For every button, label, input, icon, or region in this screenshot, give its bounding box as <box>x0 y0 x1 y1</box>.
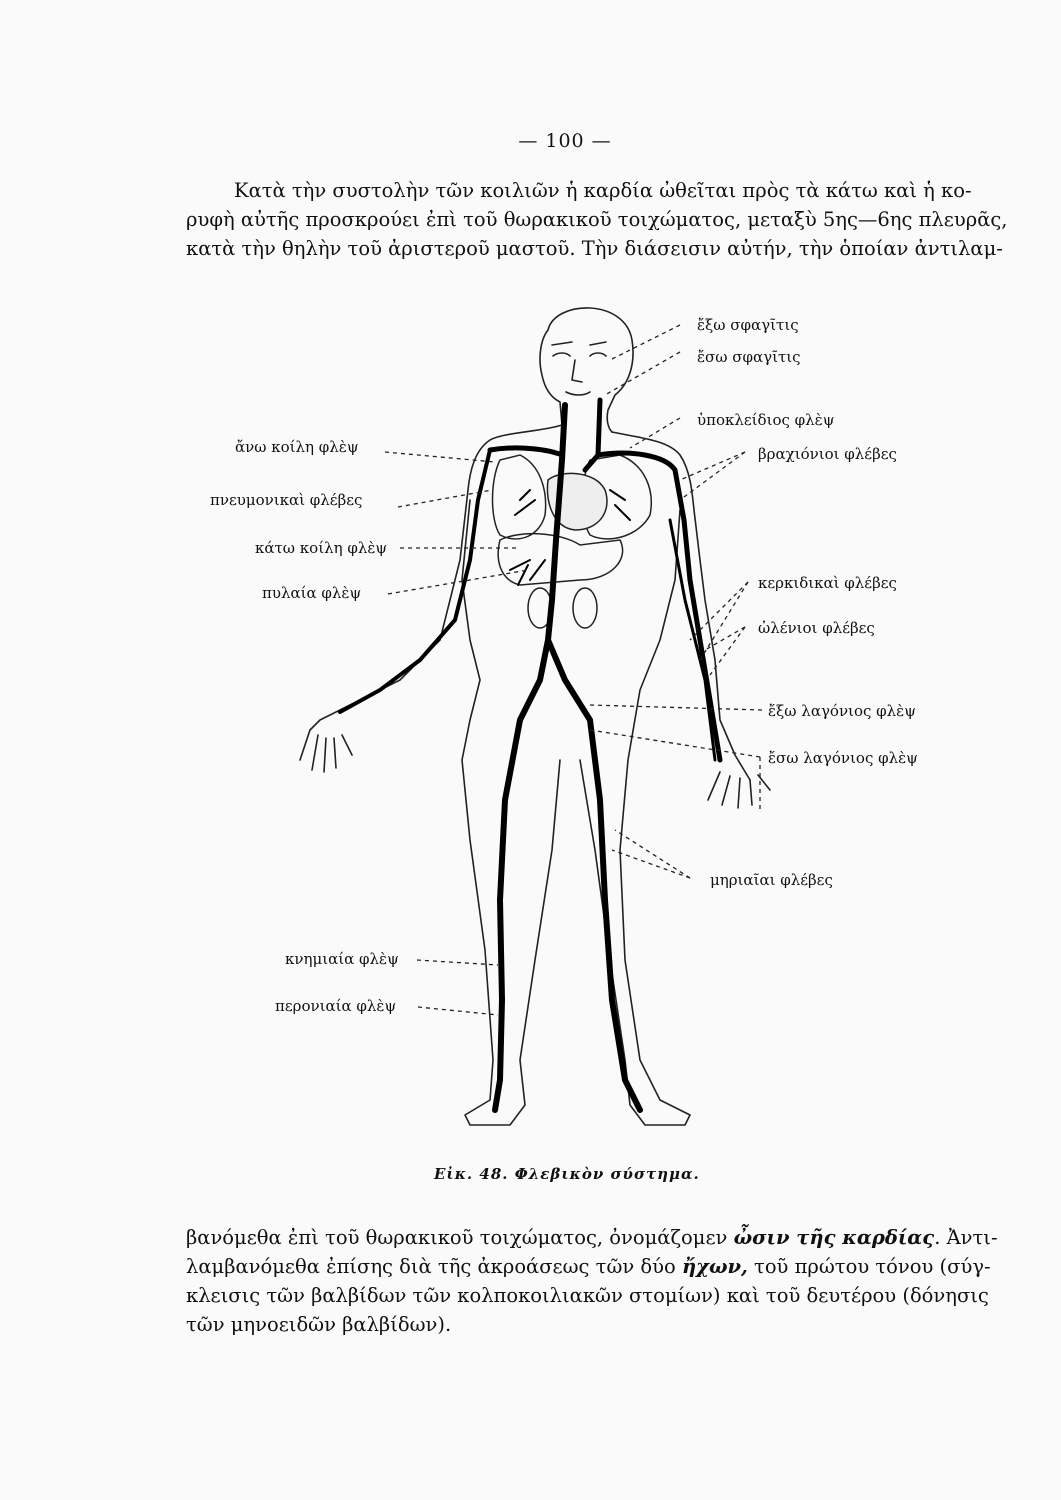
label-exo-sfagitis: ἔξω σφαγῖτις <box>697 316 799 334</box>
label-ypokleidios: ὑποκλείδιος φλὲψ <box>697 411 835 429</box>
text-line: κατὰ τὴν θηλὴν τοῦ ἀριστεροῦ μαστοῦ. Τὴν διάσεισιν αὐτήν, τὴν ὁποίαν ἀντιλαμ- <box>186 237 1003 260</box>
heart-lungs <box>493 455 652 628</box>
page-number: — 100 — <box>518 130 612 152</box>
emphasis-term: ὦσιν τῆς καρδίας <box>733 1226 935 1249</box>
label-pneumonikai: πνευμονικαὶ φλέβες <box>210 491 363 509</box>
text-run: . Ἀντι- <box>934 1226 998 1249</box>
labels-right <box>697 316 918 889</box>
label-kato-koili: κάτω κοίλη φλὲψ <box>255 539 388 557</box>
label-miriaiai: μηριαῖαι φλέβες <box>710 871 833 889</box>
label-eso-lagonios: ἔσω λαγόνιος φλὲψ <box>768 749 918 767</box>
text-line <box>186 1223 998 1252</box>
label-pylaia: πυλαία φλὲψ <box>262 584 362 602</box>
labels-left <box>210 438 399 1015</box>
label-ano-koili: ἄνω κοίλη φλὲψ <box>235 438 359 456</box>
label-kerkidikai: κερκιδικαὶ φλέβες <box>758 574 897 592</box>
text-line: ρυφὴ αὐτῆς προσκρούει ἐπὶ τοῦ θωρακικοῦ τοιχώματος, μεταξὺ 5ης—6ης πλευρᾶς, <box>186 208 1008 231</box>
label-olenioi: ὠλένιοι φλέβες <box>758 619 875 637</box>
text-line: Κατὰ τὴν συστολὴν τῶν κοιλιῶν ἡ καρδία ὠθεῖται πρὸς τὰ κάτω καὶ ἡ κο- <box>234 179 972 202</box>
paragraph-bottom <box>186 1223 998 1339</box>
text-line: κλεισις τῶν βαλβίδων τῶν κολποκοιλιακῶν στομίων) καὶ τοῦ δευτέρου (δόνησις <box>186 1284 989 1307</box>
label-peroniaia: περονιαία φλὲψ <box>275 997 397 1015</box>
figure-caption: Εἰκ. 48. Φλεβικὸν σύστημα. <box>434 1165 700 1183</box>
label-eso-sfagitis: ἔσω σφαγῖτις <box>697 348 801 366</box>
text-run: βανόμεθα ἐπὶ τοῦ θωρακικοῦ τοιχώματος, ὀνομάζομεν <box>186 1226 734 1249</box>
text-run: λαμβανόμεθα ἐπίσης διὰ τῆς ἀκροάσεως τῶν δύο <box>186 1255 682 1278</box>
veins <box>340 400 720 1110</box>
text-line <box>186 1252 991 1281</box>
text-run: τοῦ πρώτου τόνου (σύγ- <box>747 1255 991 1278</box>
emphasis-term: ἤχων, <box>681 1255 748 1278</box>
label-knimiaia: κνημιαία φλὲψ <box>285 950 399 968</box>
text-line: τῶν μηνοειδῶν βαλβίδων). <box>186 1313 452 1336</box>
label-exo-lagonios: ἔξω λαγόνιος φλὲψ <box>768 702 916 720</box>
label-vrachionioi: βραχιόνιοι φλέβες <box>758 445 897 463</box>
